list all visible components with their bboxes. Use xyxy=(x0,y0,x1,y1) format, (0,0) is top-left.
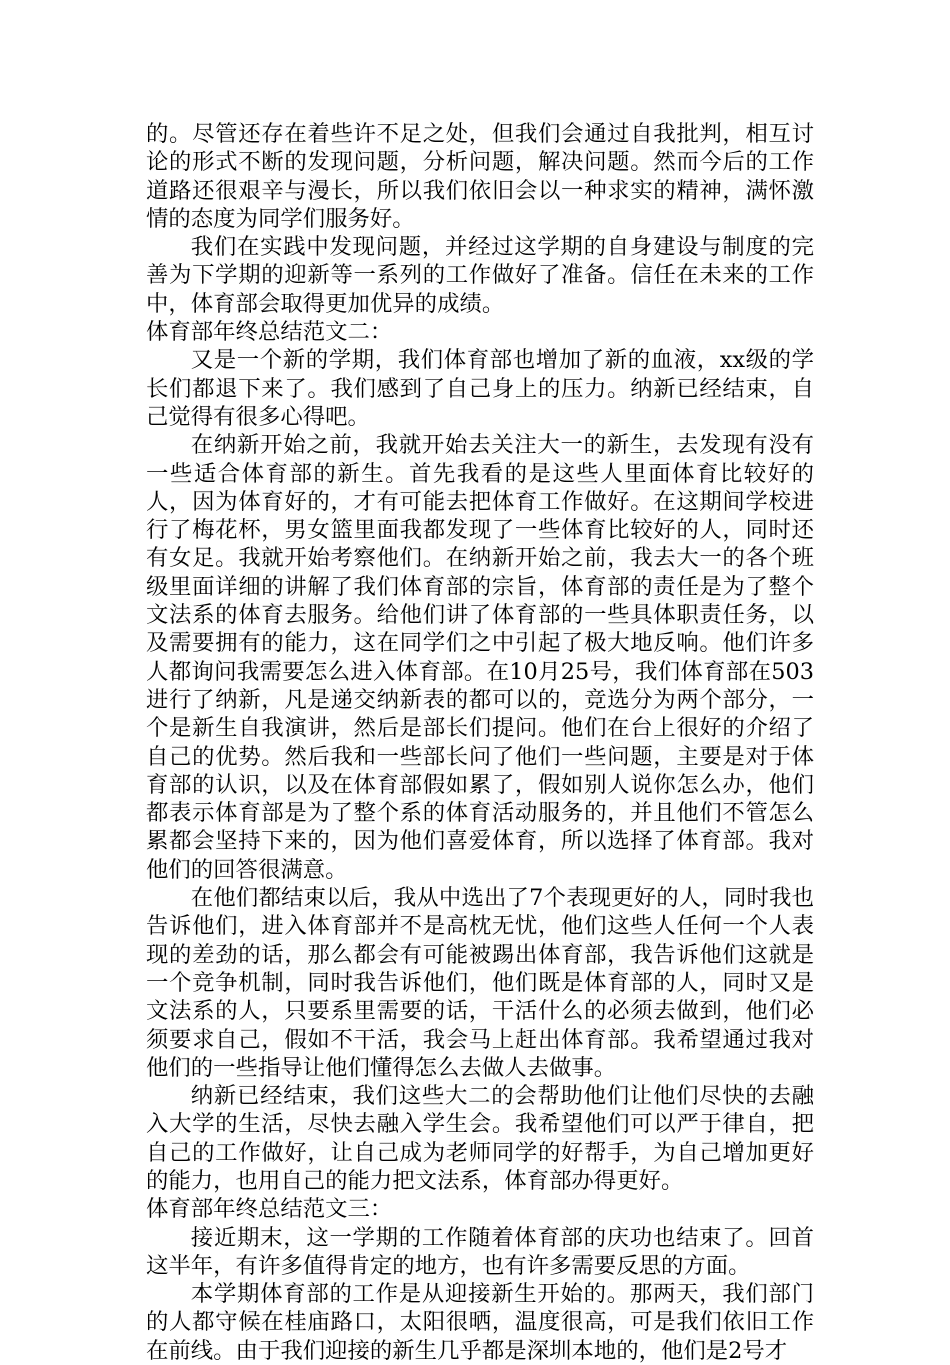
paragraph-6: 纳新已经结束，我们这些大二的会帮助他们让他们尽快的去融入大学的生活，尽快去融入学生会。我希望他们可以严于律自，把自己的工作做好，让自己成为老师同学的好帮手，为自己增加更好的能力，也用自己的能力把文法系，体育部办得更好。 xyxy=(146,1083,814,1194)
paragraph-8: 本学期体育部的工作是从迎接新生开始的。那两天，我们部门的人都守候在桂庙路口，太阳很晒，温度很高，可是我们依旧工作在前线。由于我们迎接的新生几乎都是深圳本地的，他们是2号才 xyxy=(146,1281,814,1364)
paragraph-3: 又是一个新的学期，我们体育部也增加了新的血液，xx级的学长们都退下来了。我们感到了自己身上的压力。纳新已经结束，自己觉得有很多心得吧。 xyxy=(146,347,814,430)
section-heading-3: 体育部年终总结范文三： xyxy=(146,1196,393,1223)
paragraph-2: 我们在实践中发现问题，并经过这学期的自身建设与制度的完善为下学期的迎新等一系列的工作做好了准备。信任在未来的工作中，体育部会取得更加优异的成绩。 xyxy=(146,234,814,317)
document-page xyxy=(146,120,814,1365)
section-heading-2: 体育部年终总结范文二： xyxy=(146,319,393,346)
paragraph-7: 接近期末，这一学期的工作随着体育部的庆功也结束了。回首这半年，有许多值得肯定的地方，也有许多需要反思的方面。 xyxy=(146,1224,814,1279)
paragraph-5: 在他们都结束以后，我从中选出了7个表现更好的人，同时我也告诉他们，进入体育部并不是高枕无忧，他们这些人任何一个人表现的差劲的话，那么都会有可能被踢出体育部，我告诉他们这就是一个竞争机制，同时我告诉他们，他们既是体育部的人，同时又是文法系的人，只要系里需要的话，干活什么的必须去做到，他们必须要求自己，假如不干活，我会马上赶出体育部。我希望通过我对他们的一些指导让他们懂得怎么去做人去做事。 xyxy=(146,885,814,1081)
paragraph-1: 的。尽管还存在着些许不足之处，但我们会通过自我批判，相互讨论的形式不断的发现问题，分析问题，解决问题。然而今后的工作道路还很艰辛与漫长，所以我们依旧会以一种求实的精神，满怀激情的态度为同学们服务好。 xyxy=(146,121,814,232)
paragraph-4: 在纳新开始之前，我就开始去关注大一的新生，去发现有没有一些适合体育部的新生。首先我看的是这些人里面体育比较好的人，因为体育好的，才有可能去把体育工作做好。在这期间学校进行了梅花杯，男女篮里面我都发现了一些体育比较好的人，同时还有女足。我就开始考察他们。在纳新开始之前，我去大一的各个班级里面详细的讲解了我们体育部的宗旨，体育部的责任是为了整个文法系的体育去服务。给他们讲了体育部的一些具体职责任务，以及需要拥有的能力，这在同学们之中引起了极大地反响。他们许多人都询问我需要怎么进入体育部。在10月25号，我们体育部在503进行了纳新，凡是递交纳新表的都可以的，竞选分为两个部分，一个是新生自我演讲，然后是部长们提问。他们在台上很好的介绍了自己的优势。然后我和一些部长问了他们一些问题，主要是对于体育部的认识，以及在体育部假如累了，假如别人说你怎么办，他们都表示体育部是为了整个系的体育活动服务的，并且他们不管怎么累都会坚持下来的，因为他们喜爱体育，所以选择了体育部。我对他们的回答很满意。 xyxy=(146,432,814,883)
